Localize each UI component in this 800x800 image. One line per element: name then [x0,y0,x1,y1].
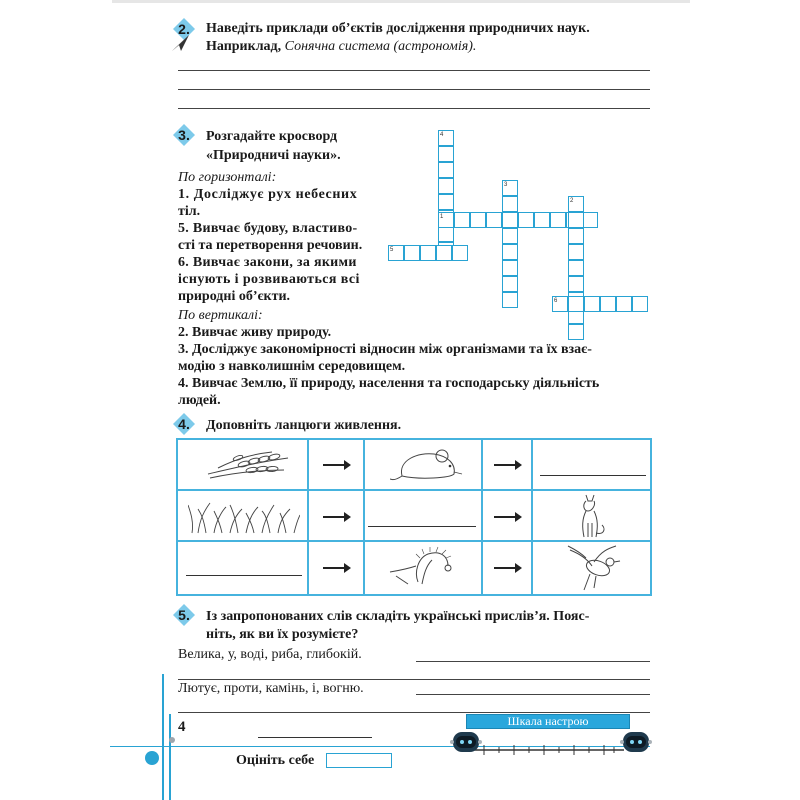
crossword-cell[interactable] [616,296,632,312]
crossword-cell[interactable] [502,196,518,212]
clue-v4a: 4. Вивчає Землю, її природу, населення та господарську діяльність [178,376,600,391]
grass-image [188,497,300,540]
task3-title2: «Природничі науки». [206,148,341,163]
crossword-clue-number: 6 [554,298,558,304]
task5-line1: Із запропонованих слів складіть українські прислів’я. Пояс- [206,609,590,624]
answer-line[interactable] [178,712,650,713]
paper-plane-icon [172,34,190,57]
crossword-cell[interactable] [502,212,518,228]
crossword-cell[interactable] [404,245,420,261]
crossword-cell[interactable] [550,212,566,228]
crossword-cell[interactable] [420,245,436,261]
crossword-cell[interactable] [438,226,454,242]
task2-prefix: Наприклад, [206,39,282,54]
arrow-right-icon [323,516,349,518]
crossword-cell[interactable] [486,212,502,228]
crossword-cell[interactable] [452,245,468,261]
task-number: 2. [178,21,190,37]
answer-line[interactable] [178,70,650,71]
clue-v4b: людей. [178,393,221,408]
task4-title: Доповніть ланцюги живлення. [206,418,402,433]
arrow-right-icon [494,567,520,569]
vertical-heading: По вертикалі: [178,308,263,323]
crossword-cell[interactable] [632,296,648,312]
crossword-clue-number: 5 [390,247,394,253]
crossword-cell[interactable] [568,324,584,340]
task2-example: Сонячна система (астрономія). [284,39,477,54]
crossword-cell[interactable] [502,276,518,292]
mood-scale-banner [466,714,630,729]
crossword-clue-number: 1 [440,214,444,220]
crossword-clue-number: 2 [570,198,574,204]
crossword-cell[interactable] [454,212,470,228]
crossword-cell[interactable] [438,146,454,162]
mouse-image [390,446,470,489]
crossword-cell[interactable] [568,260,584,276]
top-border [112,0,690,3]
wheat-ears-image [204,448,290,487]
crossword-clue-number: 4 [440,132,444,138]
self-assess-label: Оцініть себе [236,753,315,768]
crossword-cell[interactable] [584,296,600,312]
clue-v3b: модію з навколишнім середовищем. [178,359,406,374]
mood-scale-ruler[interactable] [474,743,624,755]
small-dot [169,737,175,743]
crossword-cell[interactable] [568,212,584,228]
crossword-cell[interactable] [534,212,550,228]
food-chain-table [176,438,652,596]
crossword-cell[interactable] [600,296,616,312]
task-number: 5. [178,607,190,623]
task2-line1: Наведіть приклади об’єктів дослідження природничих наук. [206,21,590,36]
proverb-words-2: Лютує, проти, камінь, і, вогню. [178,681,364,696]
crossword-cell[interactable] [436,245,452,261]
margin-vertical-line [162,674,164,800]
task3-title1: Розгадайте кросворд [206,129,338,144]
task2-line2 [206,38,476,56]
task-number-badge [173,413,195,435]
answer-line[interactable] [416,694,650,695]
crossword-cell[interactable] [470,212,486,228]
crossword-cell[interactable] [568,276,584,292]
caterpillar-image [388,544,468,597]
clue-h5a: 5. Вивчає будову, властиво- [178,221,358,236]
happy-robot-icon [620,728,652,761]
clue-h6b: існують і розвиваються всі [178,272,360,287]
arrow-right-icon [494,464,520,466]
task-number-badge [173,124,195,146]
margin-vertical-line [169,714,171,800]
answer-blank[interactable] [368,526,476,527]
arrow-right-icon [323,464,349,466]
crossword-cell[interactable] [518,212,534,228]
task-number: 3. [178,127,190,143]
crossword-cell[interactable] [568,228,584,244]
horizontal-heading: По горизонталі: [178,170,277,185]
task-number-badge [173,604,195,626]
crossword-cell[interactable] [502,260,518,276]
answer-blank[interactable] [186,575,302,576]
crossword-cell[interactable] [502,292,518,308]
margin-dot [145,751,159,765]
crossword-cell[interactable] [502,228,518,244]
clue-v3a: 3. Досліджує закономірності відносин між організмами та їх взає- [178,342,592,357]
crossword-clue-number: 3 [504,182,508,188]
crossword-cell[interactable] [438,162,454,178]
clue-h5b: сті та перетворення речовин. [178,238,363,253]
self-assess-box[interactable] [326,753,392,768]
clue-h6c: природні об’єкти. [178,289,291,304]
proverb-words-1: Велика, у, воді, риба, глибокій. [178,647,362,662]
crossword-cell[interactable] [568,296,584,312]
crossword-cell[interactable] [438,178,454,194]
answer-line[interactable] [416,661,650,662]
bird-image [566,544,622,597]
mood-scale-label: Шкала настрою [507,714,589,728]
crossword-cell[interactable] [582,212,598,228]
crossword-cell[interactable] [568,244,584,260]
answer-line[interactable] [178,108,650,109]
crossword-cell[interactable] [502,244,518,260]
signature-line[interactable] [258,737,372,738]
task-number: 4. [178,416,190,432]
page-number: 4 [178,719,186,735]
arrow-right-icon [494,516,520,518]
clue-h1b: тіл. [178,204,201,219]
clue-v2: 2. Вивчає живу природу. [178,325,332,340]
task5-line2: ніть, як ви їх розумієте? [206,627,359,642]
answer-line[interactable] [178,89,650,90]
crossword-cell[interactable] [438,194,454,210]
fox-image [572,493,608,544]
arrow-right-icon [323,567,349,569]
sad-robot-icon [450,728,482,761]
clue-h6a: 6. Вивчає закони, за якими [178,255,357,270]
answer-blank[interactable] [540,475,646,476]
clue-h1a: 1. Досліджує рух небесних [178,187,358,202]
